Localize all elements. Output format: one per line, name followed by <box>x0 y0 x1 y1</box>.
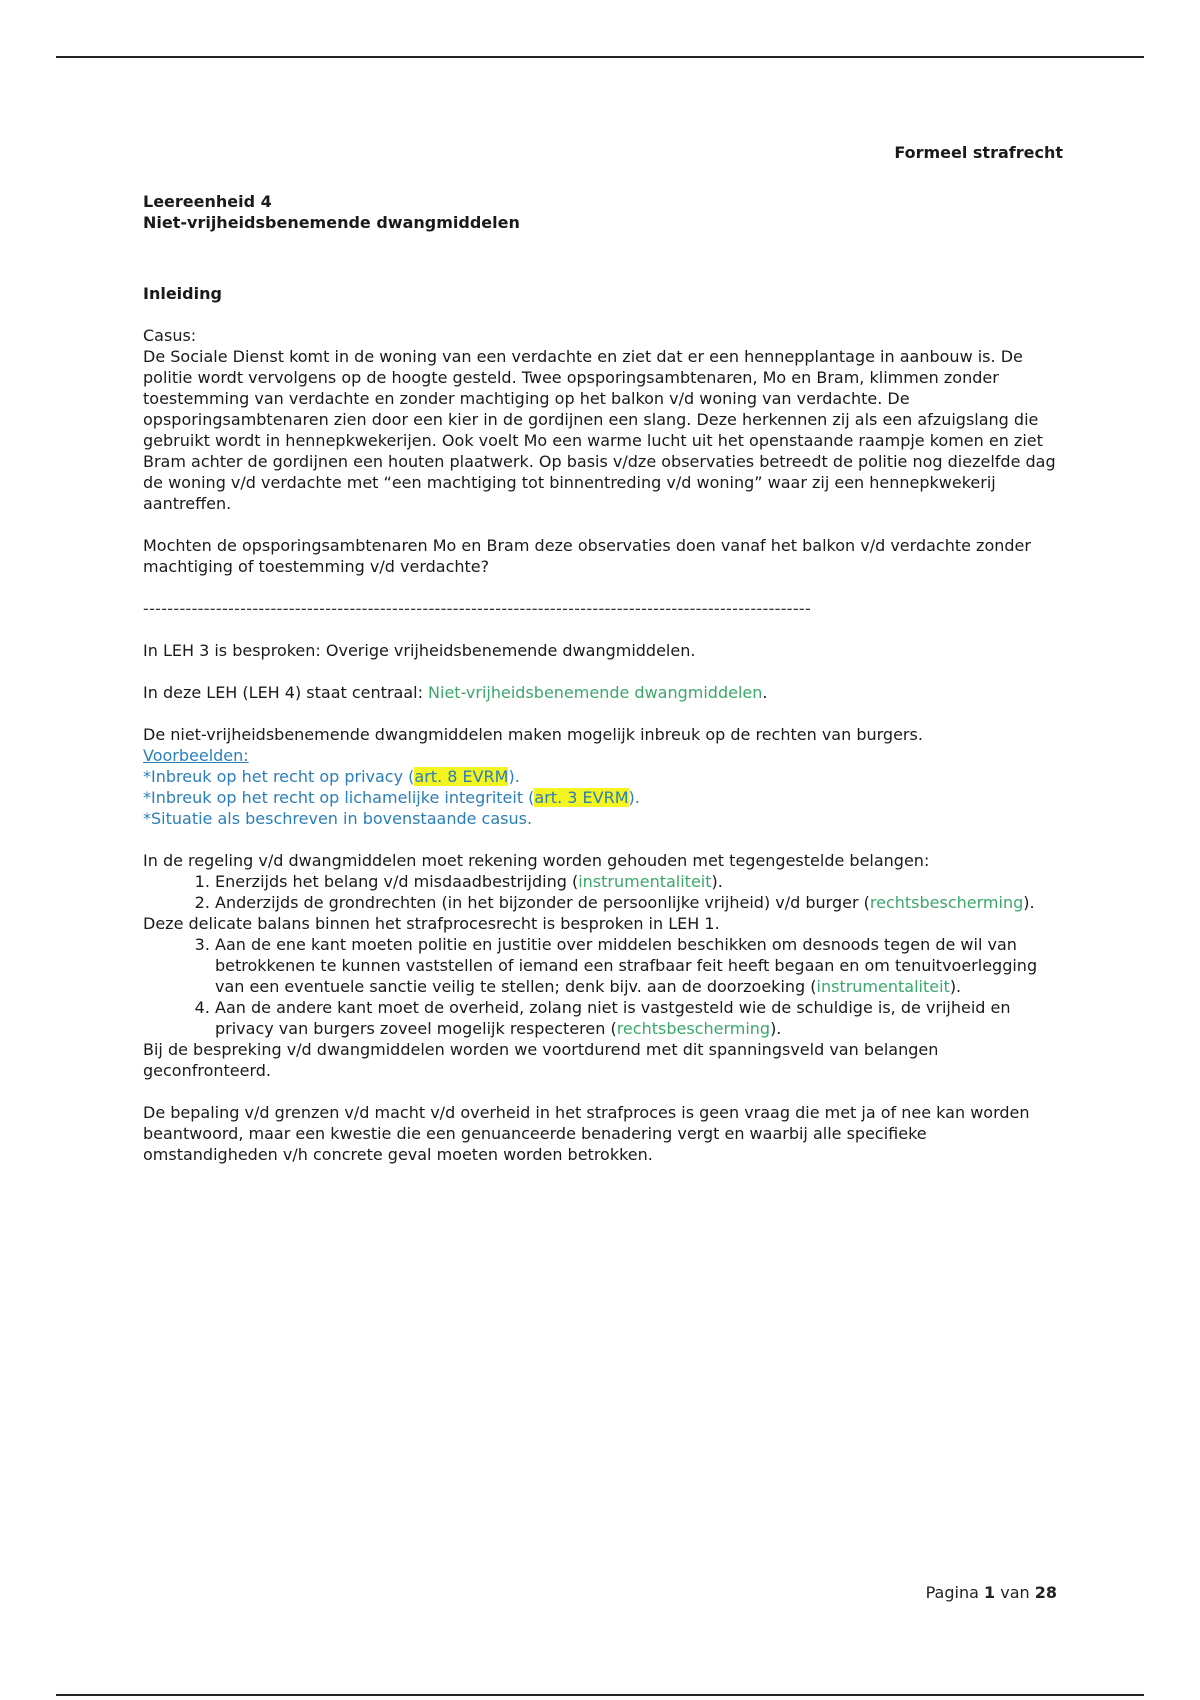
leh4-prefix: In deze LEH (LEH 4) staat centraal: <box>143 683 429 702</box>
belangen-list-b <box>143 934 1063 1039</box>
inbreuk-sentence: De niet-vrijheidsbenemende dwangmiddelen maken mogelijk inbreuk op de rechten van burgers. <box>143 725 923 744</box>
unit-number: Leereenheid 4 <box>143 192 272 211</box>
article-8-highlight: art. 8 EVRM <box>414 767 509 786</box>
item1-text: Enerzijds het belang v/d misdaadbestrijding ( <box>215 872 579 891</box>
example-privacy-end: ). <box>508 767 520 786</box>
leh4-sentence <box>143 682 1063 703</box>
leh3-sentence: In LEH 3 is besproken: Overige vrijheidsbenemende dwangmiddelen. <box>143 641 696 660</box>
separator-line: -------------------------------------------------------------------------------------------------------------- <box>143 599 812 618</box>
item1-term: instrumentaliteit <box>578 872 712 891</box>
item3-end: ). <box>949 977 962 996</box>
example-privacy <box>143 766 1063 787</box>
conclusion-paragraph: De bepaling v/d grenzen v/d macht v/d overheid in het strafproces is geen vraag die met ja of nee kan worden beantwoord, maar een kwestie die een genuanceerde benadering vergt en waarbij alle specifieke omstandigheden v/h concrete geval moeten worden betrokken. <box>143 1103 1030 1164</box>
leh4-suffix: . <box>762 683 768 702</box>
page-number <box>926 1582 1057 1603</box>
section-title: Inleiding <box>143 284 222 303</box>
example-integrity <box>143 787 1063 808</box>
balance-sentence: Deze delicate balans binnen het strafprocesrecht is besproken in LEH 1. <box>143 914 720 933</box>
list-item <box>215 934 1063 997</box>
header-rule <box>56 56 1144 58</box>
item3-term: instrumentaliteit <box>816 977 950 996</box>
leh4-topic: Niet-vrijheidsbenemende dwangmiddelen <box>428 683 763 702</box>
casus-question: Mochten de opsporingsambtenaren Mo en Bram deze observaties doen vanaf het balkon v/d verdachte zonder machtiging of toestemming v/d verdachte? <box>143 536 1031 576</box>
example-privacy-text: *Inbreuk op het recht op privacy ( <box>143 767 415 786</box>
article-3-highlight: art. 3 EVRM <box>534 788 629 807</box>
item1-end: ). <box>711 872 723 891</box>
page-total: 28 <box>1034 1583 1057 1602</box>
course-title: Formeel strafrecht <box>894 143 1063 162</box>
item4-text: Aan de andere kant moet de overheid, zolang niet is vastgesteld wie de schuldige is, de vrijheid en privacy van burgers zoveel mogelijk respecteren ( <box>215 998 1011 1038</box>
belangen-list-a <box>143 871 1063 913</box>
footer-rule <box>56 1694 1144 1696</box>
item2-end: ). <box>1023 893 1035 912</box>
belangen-intro: In de regeling v/d dwangmiddelen moet rekening worden gehouden met tegengestelde belangen: <box>143 851 930 870</box>
list-item <box>215 892 1063 913</box>
item4-term: rechtsbescherming <box>616 1019 771 1038</box>
casus-label: Casus: <box>143 326 197 345</box>
example-integrity-text: *Inbreuk op het recht op lichamelijke integriteit ( <box>143 788 535 807</box>
casus-text: De Sociale Dienst komt in de woning van een verdachte en ziet dat er een hennepplantage in aanbouw is. De politie wordt vervolgens op de hoogte gesteld. Twee opsporingsambtenaren, Mo en Bram, klimmen zonder toestemming van verdachte en zonder machtiging op het balkon v/d woning van verdachte. De opsporingsambtenaren zien door een kier in de gordijnen een slang. Deze herkennen zij als een afzuigslang die gebruikt wordt in hennepkwekerijen. Ook voelt Mo een warme lucht uit het openstaande raampje komen en ziet Bram achter de gordijnen een houten plaatwerk. Op basis v/dze observaties betreedt de politie nog diezelfde dag de woning v/d verdachte met “een machtiging tot binnentreding v/d woning” waar zij een hennepkwekerij aantreffen. <box>143 347 1056 513</box>
spanning-sentence: Bij de bespreking v/d dwangmiddelen worden we voortdurend met dit spanningsveld van belangen geconfronteerd. <box>143 1040 939 1080</box>
page-content <box>143 142 1063 1165</box>
page-current: 1 <box>984 1583 996 1602</box>
unit-title: Niet-vrijheidsbenemende dwangmiddelen <box>143 213 520 232</box>
item2-term: rechtsbescherming <box>869 893 1024 912</box>
item4-end: ). <box>770 1019 782 1038</box>
page-prefix: Pagina <box>925 1583 984 1602</box>
examples-link[interactable]: Voorbeelden: <box>143 746 249 765</box>
list-item <box>215 997 1063 1039</box>
item2-text: Anderzijds de grondrechten (in het bijzonder de persoonlijke vrijheid) v/d burger ( <box>215 893 870 912</box>
list-item <box>215 871 1063 892</box>
page-middle: van <box>995 1583 1035 1602</box>
item3-text: Aan de ene kant moeten politie en justitie over middelen beschikken om desnoods tegen de wil van betrokkenen te kunnen vaststellen of iemand een strafbaar feit heeft begaan en om tenuitvoerlegging van een eventuele sanctie veilig te stellen; denk bijv. aan de doorzoeking ( <box>215 935 1038 996</box>
example-integrity-end: ). <box>628 788 640 807</box>
example-casus: *Situatie als beschreven in bovenstaande casus. <box>143 809 533 828</box>
